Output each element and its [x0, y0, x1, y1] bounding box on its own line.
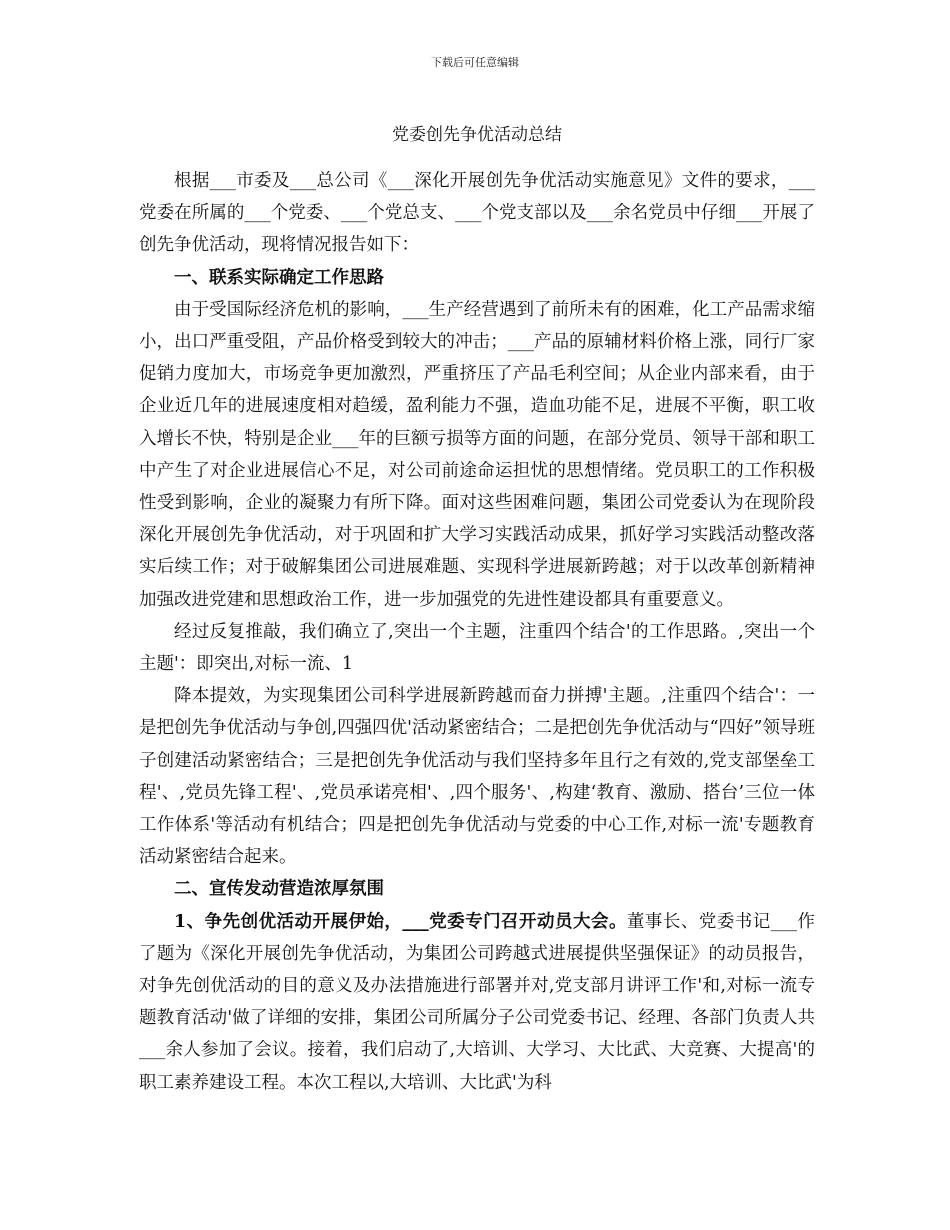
- section-heading-2: 二、宣传发动营造浓厚氛围: [174, 879, 384, 900]
- page-header: 下载后可任意编辑: [431, 56, 519, 69]
- paragraph-mobilization: [139, 906, 815, 1099]
- paragraph-lead: 1、争先创优活动开展伊始，___党委专门召开动员大会。: [174, 911, 627, 932]
- document-title: 党委创先争优活动总结: [392, 125, 562, 145]
- section-heading-1: 一、联系实际确定工作思路: [174, 267, 384, 288]
- paragraph-approach: 经过反复推敲，我们确立了,突出一个主题，注重四个结合'的工作思路。,突出一个主题'：即突出,对标一流、1: [139, 621, 815, 675]
- paragraph-intro: 根据___市委及___总公司《___深化开展创先争优活动实施意见》文件的要求，___党委在所属的___个党委、___个党总支、___个党支部以及___余名党员中仔细___开展了创先争优活动，现将情况报告如下：: [139, 171, 815, 256]
- paragraph-mobilization-text: 董事长、党委书记___作了题为《深化开展创先争优活动，为集团公司跨越式进展提供坚强保证》的动员报告，对争先创优活动的目的意义及办法措施进行部署并对,党支部月讲评工作'和,对标一流专题教育活动'做了详细的安排，集团公司所属分子公司党委书记、经理、各部门负责人共___余人参加了会议。接着，我们启动了,大培训、大学习、大比武、大竞赛、大提高'的职工素养建设工程。本次工程以,大培训、大比武'为科: [139, 911, 815, 1093]
- paragraph-background: 由于受国际经济危机的影响，___生产经营遇到了前所未有的困难，化工产品需求缩小，出口严重受阻，产品价格受到较大的冲击；___产品的原辅材料价格上涨，同行厂家促销力度加大，市场竞争更加激烈，严重挤压了产品毛利空间；从企业内部来看，由于企业近几年的进展速度相对趋缓，盈利能力不强，造血功能不足，进展不平衡，职工收入增长不快，特别是企业___年的巨额亏损等方面的问题，在部分党员、领导干部和职工中产生了对企业进展信心不足，对公司前途命运担忧的思想情绪。党员职工的工作积极性受到影响，企业的凝聚力有所下降。面对这些困难问题，集团公司党委认为在现阶段深化开展创先争优活动，对于巩固和扩大学习实践活动成果，抓好学习实践活动整改落实后续工作；对于破解集团公司进展难题、实现科学进展新跨越；对于以改革创新精神加强改进党建和思想政治工作，进一步加强党的先进性建设都具有重要意义。: [139, 299, 815, 610]
- document-body: [139, 120, 815, 1099]
- paragraph-combinations: 降本提效，为实现集团公司科学进展新跨越而奋力拼搏'主题。,注重四个结合'：一是把创先争优活动与争创,四强四优'活动紧密结合；二是把创先争优活动与“四好”领导班子创建活动紧密结合；三是把创先争优活动与我们坚持多年且行之有效的,党支部堡垒工程'、,党员先锋工程'、,党员承诺亮相'、,四个服务'、,构建‘教育、激励、搭台’三位一体工作体系'等活动有机结合；四是把创先争优活动与党委的中心工作,对标一流'专题教育活动紧密结合起来。: [139, 686, 815, 868]
